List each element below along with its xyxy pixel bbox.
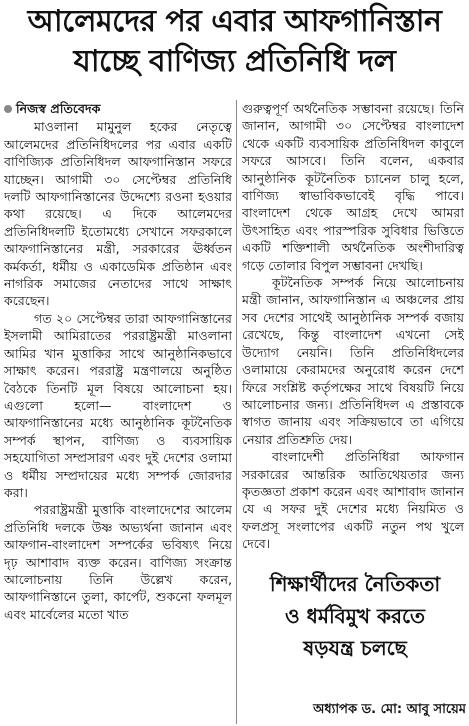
- bullet-icon: [4, 105, 12, 113]
- sub-article-author: অধ্যাপক ড. মো: আবু সায়েম: [313, 702, 466, 717]
- byline-text: নিজস্ব প্রতিবেদক: [16, 101, 101, 116]
- sub-headline-line-3: ষড়যন্ত্র চলছে: [303, 636, 407, 660]
- headline-line-1: আলেমদের পর এবার আফগানিস্তান: [27, 4, 442, 39]
- column-divider: [236, 100, 237, 724]
- article-paragraph: কূটনৈতিক সম্পর্ক নিয়ে আলোচনায় মন্ত্রী জানান, আফগানিস্তান এ অঞ্চলের প্রায় সব দেশের সাথেই আনুষ্ঠানিক সম্পর্ক বজায় রেখেছে, কিন্তু বাংলাদেশ এখনো সেই উদ্যোগ নেয়নি। তিনি প্রতিনিধিদলের ওলামায়ে কেরামদের অনুরোধ করেন দেশে ফিরে সংশ্লিষ্ট কর্তৃপক্ষের সাথে বিষয়টি নিয়ে আলোচনার জন্য। প্রতিনিধিদল এ প্রস্তাবকে স্বাগত জানায় এবং সক্রিয়ভাবে তা এগিয়ে নেয়ার প্রতিশ্রুতি দেয়।: [242, 275, 464, 447]
- article-column-left: [4, 100, 232, 724]
- article-paragraph: পররাষ্ট্রমন্ত্রী মুত্তাকি বাংলাদেশের আলেম প্রতিনিধি দলকে উষ্ণ অভ্যর্থনা জানান এবং আফগান-বাংলাদেশ সম্পর্কের ভবিষ্যৎ নিয়ে দৃঢ় আশাবাদ ব্যক্ত করেন। বাণিজ্য সংক্রান্ত আলোচনায় তিনি উল্লেখ করেন, আফগানিস্তানে তুলা, কার্পেট, শুকনো ফলমূল এবং মার্বেলের মতো খাত: [4, 502, 232, 622]
- headline: [0, 2, 469, 82]
- article-paragraph: মাওলানা মামুনুল হকের নেতৃত্বে আলেমদের প্রতিনিধিদলের পর এবার একটি বাণিজ্যিক প্রতিনিধিদল আফগানিস্তান সফরে যাচ্ছেন। আগামী ৩০ সেপ্টেম্বর প্রতিনিধি দলটি আফগানিস্তানের উদ্দেশ্যে রওনা হওয়ার কথা রয়েছে। এ দিকে আলেমদের প্রতিনিধিদলটি ইতোমধ্যে সেখানে সফরকালে আফগানিস্তানের মন্ত্রী, সরকারের ঊর্ধ্বতন কর্মকর্তা, ধর্মীয় ও একাডেমিক প্রতিষ্ঠান এবং নাগরিক সমাজের নেতাদের সাথে সাক্ষাৎ করেছেন।: [4, 119, 232, 309]
- sub-headline-line-2: ও ধর্মবিমুখ করতে: [284, 604, 426, 628]
- sub-headline-line-1: শিক্ষার্থীদের নৈতিকতা: [269, 572, 441, 596]
- article-paragraph: বাংলাদেশী প্রতিনিধিরা আফগান সরকারের আন্তরিক আতিথেয়তার জন্য কৃতজ্ঞতা প্রকাশ করেন এবং আশাবাদ জানান যে এ সফর দুই দেশের মধ্যে নিয়মিত ও ফলপ্রসূ সংলাপের একটি নতুন পথ খুলে দেবে।: [242, 449, 464, 552]
- article-paragraph: গত ২০ সেপ্টেম্বর তারা আফগানিস্তানের ইসলামী আমিরাতের পররাষ্ট্রমন্ত্রী মাওলানা আমির খান মুত্তাকির সাথে আনুষ্ঠানিকভাবে সাক্ষাৎ করেন। পররাষ্ট্র মন্ত্রণালয়ে অনুষ্ঠিত বৈঠকে তিনটি মূল বিষয়ে আলোচনা হয়। এগুলো হলো— বাংলাদেশ ও আফগানিস্তানের মধ্যে আনুষ্ঠানিক কূটনৈতিক সম্পর্ক স্থাপন, বাণিজ্য ও ব্যবসায়িক সহযোগিতা সম্প্রসারণ এবং দুই দেশের ওলামা ও ধর্মীয় সম্প্রদায়ের মধ্যে সম্পর্ক জোরদার করা।: [4, 310, 232, 500]
- headline-line-2: যাচ্ছে বাণিজ্য প্রতিনিধি দল: [73, 44, 396, 79]
- sub-headline: [244, 568, 466, 664]
- article-paragraph: গুরুত্বপূর্ণ অর্থনৈতিক সম্ভাবনা রয়েছে। তিনি জানান, আগামী ৩০ সেপ্টেম্বর বাংলাদেশ থেকে একটি ব্যবসায়িক প্রতিনিধিদল কাবুলে সফরে আসবে। তিনি বলেন, একবার আনুষ্ঠানিক কূটনৈতিক চ্যানেল চালু হলে, বাণিজ্য স্বাভাবিকভাবেই বৃদ্ধি পাবে। বাংলাদেশ থেকে আগ্রহ দেখে আমরা উৎসাহিত এবং পারস্পরিক সুবিধার ভিত্তিতে একটি শক্তিশালী অর্থনৈতিক অংশীদারিত্ব গড়ে তোলার বিপুল সম্ভাবনা দেখছি।: [242, 101, 464, 273]
- article-column-right: [242, 100, 464, 562]
- byline: [4, 100, 232, 117]
